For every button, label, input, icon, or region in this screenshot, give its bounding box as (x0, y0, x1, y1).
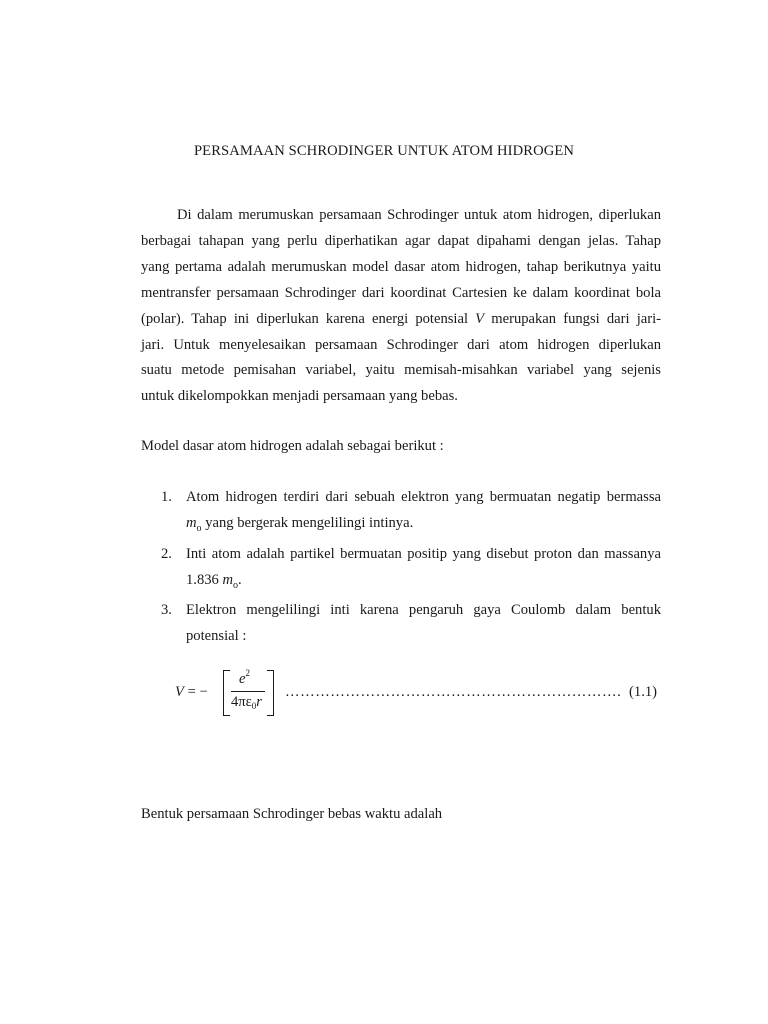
denominator-subscript: 0 (251, 701, 257, 711)
fraction-bar (231, 691, 265, 692)
numerator-variable: e (239, 671, 246, 687)
fraction-numerator (239, 668, 250, 688)
list-item-text: . (238, 571, 242, 588)
paragraph-model: Model dasar atom hidrogen adalah sebagai berikut : (141, 438, 444, 454)
equation-1-1 (175, 668, 665, 720)
variable-m: m (186, 514, 197, 531)
list-item-line: Atom hidrogen terdiri dari sebuah elektron yang bermuatan negatip bermassa (186, 489, 661, 505)
list-item-line (186, 568, 661, 599)
paragraph-line: yang pertama adalah merumuskan model dasar atom hidrogen, tahap berikutnya yaitu (141, 258, 661, 275)
paragraph-line: Di dalam merumuskan persamaan Schrodinger untuk atom hidrogen, diperlukan (177, 207, 661, 223)
list-item (141, 598, 661, 650)
list-item-number: 2. (161, 545, 172, 562)
list-item-text: yang bergerak mengelilingi intinya. (201, 514, 414, 531)
left-bracket (223, 670, 230, 716)
paragraph-line: berbagai tahapan yang perlu diperhatikan agar dapat dipahami dengan jelas. Tahap (141, 232, 661, 249)
denominator-text: 4πε (231, 694, 252, 710)
paragraph-intro (141, 203, 661, 410)
paragraph-schrodinger: Bentuk persamaan Schrodinger bebas waktu adalah (141, 806, 443, 822)
list-item (141, 542, 661, 599)
list-item-line (186, 511, 661, 542)
subscript-o: o (196, 522, 202, 534)
paragraph-line: untuk dikelompokkan menjadi persamaan yang bebas. (141, 388, 458, 405)
paragraph-line: suatu metode pemisahan variabel, yaitu memisah-misahkan variabel yang sejenis (141, 362, 661, 379)
paragraph-text: merupakan fungsi dari jari- (491, 310, 662, 327)
subscript-o: o (233, 579, 239, 591)
paragraph-line-with-variable (141, 307, 661, 333)
numerator-exponent: 2 (245, 668, 250, 678)
equation-dot-leader: …………………………………………………………. (285, 684, 622, 700)
paragraph-line: jari. Untuk menyelesaikan persamaan Schrodinger dari atom hidrogen diperlukan (141, 336, 661, 353)
numbered-list (141, 485, 661, 650)
equation-lhs (175, 684, 208, 701)
variable-v: V (475, 310, 485, 327)
variable-m: m (222, 571, 234, 588)
list-item-number: 3. (161, 602, 172, 619)
right-bracket (267, 670, 274, 716)
fraction-denominator (231, 694, 262, 711)
paragraph-line: mentransfer persamaan Schrodinger dari koordinat Cartesien ke dalam koordinat bola (141, 284, 661, 301)
equation-operator: = − (183, 684, 208, 700)
list-item-text: 1.836 (186, 571, 223, 588)
paragraph-text: (polar). Tahap ini diperlukan karena energi potensial (141, 310, 469, 327)
equation-variable-v: V (175, 684, 184, 700)
list-item-number: 1. (161, 489, 172, 505)
list-item-line: Inti atom adalah partikel bermuatan positip yang disebut proton dan massanya (186, 545, 661, 562)
denominator-variable: r (256, 694, 262, 710)
list-item (141, 485, 661, 542)
page-title: PERSAMAAN SCHRODINGER UNTUK ATOM HIDROGEN (193, 143, 575, 159)
list-item-line: potensial : (186, 628, 247, 645)
list-item-line: Elektron mengelilingi inti karena pengaruh gaya Coulomb dalam bentuk (186, 602, 661, 619)
equation-number: (1.1) (629, 684, 657, 700)
